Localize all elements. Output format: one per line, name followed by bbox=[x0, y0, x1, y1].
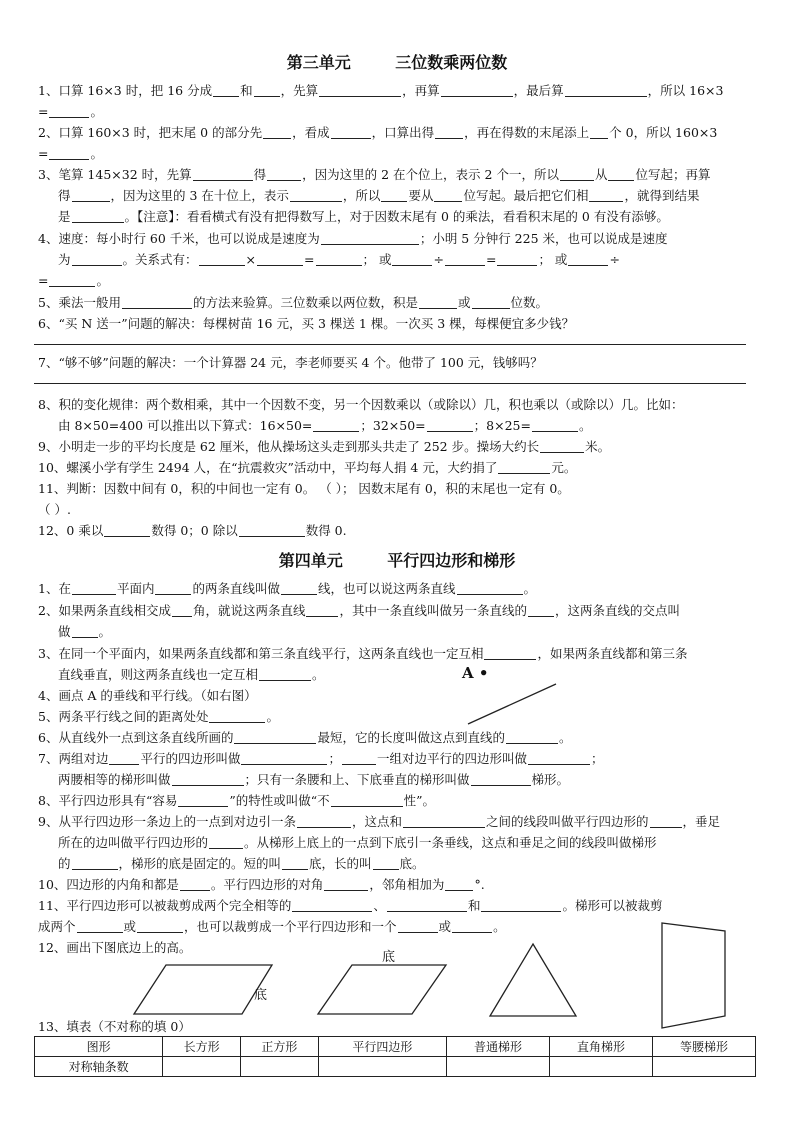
table-header-cell: 普通梯形 bbox=[446, 1037, 549, 1057]
u3-q5: 5、乘法一般用 的方法来验算。三位数乘以两位数，积是 或 位数。 bbox=[38, 295, 549, 310]
table-answer-cell[interactable] bbox=[240, 1057, 318, 1077]
table-answer-cell[interactable] bbox=[446, 1057, 549, 1077]
u4-q9-line2: 所在的边叫做平行四边形的 。从梯形上底上的一点到下底引一条垂线，这点和垂足之间的线段叫做梯形 bbox=[58, 835, 657, 850]
u3-q2-line1: 2、口算 160×3 时，把末尾 0 的部分先 ，看成 ，口算出得 ，再在得数的末尾添上 个 0，所以 160×3 bbox=[38, 125, 718, 140]
u4-q11-line2: 成两个 或 ，也可以裁剪成一个平行四边形和一个 或 。 bbox=[38, 919, 506, 934]
table-answer-cell[interactable] bbox=[549, 1057, 652, 1077]
label-di-top: 底 bbox=[382, 950, 396, 965]
u3-q11-line2: （ ）. bbox=[38, 502, 71, 517]
u4-q5: 5、两条平行线之间的距离处处 。 bbox=[38, 709, 279, 724]
table-answer-cell[interactable] bbox=[652, 1057, 755, 1077]
u4-q2-line1: 2、如果两条直线相交成 角，就说这两条直线 ，其中一条直线叫做另一条直线的 ，这两条直线的交点叫 bbox=[38, 603, 681, 618]
u4-q9-line3: 的 ，梯形的底是固定的。短的叫 底，长的叫 底。 bbox=[58, 856, 425, 871]
u3-q11-line1: 11、判断：因数中间有 0，积的中间也一定有 0。 （ ）； 因数末尾有 0，积的末尾也一定有 0。 bbox=[38, 481, 570, 496]
u3-q3-line3: 是 。【注意】：看看横式有没有把得数写上，对于因数末尾有 0 的乘法，看看积末尾的 0 有没有添够。 bbox=[58, 209, 669, 224]
table-header-row bbox=[35, 1037, 756, 1057]
u3-q4-line1: 4、速度：每小时行 60 千米，也可以说成是速度为 ；小明 5 分钟行 225 米，也可以说成是速度 bbox=[38, 231, 668, 246]
table-answer-cell[interactable] bbox=[163, 1057, 241, 1077]
table-header-cell: 等腰梯形 bbox=[652, 1037, 755, 1057]
u4-q7-line1: 7、两组对边 平行的四边形叫做 ； 一组对边平行的四边形叫做 ； bbox=[38, 751, 604, 766]
u3-q7: 7、“够不够”问题的解决：一个计算器 24 元，李老师要买 4 个。他带了 100 元，钱够吗？ bbox=[38, 355, 543, 370]
table-header-cell: 直角梯形 bbox=[549, 1037, 652, 1057]
u4-q3-line1: 3、在同一个平面内，如果两条直线都和第三条直线平行，这两条直线也一定互相 ，如果两条直线都和第三条 bbox=[38, 646, 688, 661]
label-di-side: 底 bbox=[254, 988, 268, 1003]
u3-q1-line2: = 。 bbox=[38, 104, 103, 119]
u4-q13: 13、填表（不对称的填 0） bbox=[38, 1019, 191, 1034]
table-answer-cell[interactable] bbox=[318, 1057, 446, 1077]
u4-q9-line1: 9、从平行四边形一条边上的一点到对边引一条 ，这点和 之间的线段叫做平行四边形的 ，垂足 bbox=[38, 814, 721, 829]
parallelogram-1 bbox=[134, 965, 272, 1014]
u3-q3-line1: 3、笔算 145×32 时，先算 得 ，因为这里的 2 在个位上，表示 2 个一，所以 从 位写起；再算 bbox=[38, 167, 711, 182]
table-row bbox=[35, 1057, 756, 1077]
u3-q1-line1: 1、口算 16×3 时，把 16 分成 和 ，先算 ，再算 ，最后算 ，所以 16×3 bbox=[38, 83, 724, 98]
table-header-cell: 图形 bbox=[35, 1037, 163, 1057]
u3-q3-line2: 得 ，因为这里的 3 在十位上，表示 ，所以 要从 位写起。最后把它们相 ，就得到结果 bbox=[58, 188, 700, 203]
u3-q9: 9、小明走一步的平均长度是 62 厘米，他从操场这头走到那头共走了 252 步。操场大约长 米。 bbox=[38, 439, 611, 454]
point-a-label: A • bbox=[462, 664, 489, 682]
symmetry-table bbox=[34, 1036, 756, 1077]
table-header-cell: 正方形 bbox=[240, 1037, 318, 1057]
u3-q10: 10、螺溪小学有学生 2494 人，在“抗震救灾”活动中，平均每人捐 4 元，大约捐了 元。 bbox=[38, 460, 577, 475]
u4-q10: 10、四边形的内角和都是 。平行四边形的对角 ，邻角相加为 °. bbox=[38, 877, 485, 892]
u4-q12: 12、画出下图底边上的高。 bbox=[38, 940, 192, 955]
u4-q1: 1、在 平面内 的两条直线叫做 线，也可以说这两条直线 。 bbox=[38, 581, 537, 596]
u3-q4-line2: 为 。关系式有： × = ； 或 ÷ = ； 或 ÷ bbox=[58, 252, 620, 267]
u4-q3-line2: 直线垂直，则这两条直线也一定互相 。 bbox=[58, 667, 325, 682]
table-header-cell: 长方形 bbox=[163, 1037, 241, 1057]
u3-q4-line3: = 。 bbox=[38, 273, 109, 288]
u4-q2-line2: 做 。 bbox=[58, 624, 112, 639]
line-for-point-a bbox=[468, 684, 556, 724]
u3-q2-line2: = 。 bbox=[38, 146, 103, 161]
u3-q12: 12、0 乘以 数得 0；0 除以 数得 0. bbox=[38, 523, 347, 538]
triangle bbox=[490, 944, 576, 1016]
u3-q8-line2: 由 8×50=400 可以推出以下算式：16×50= ；32×50= ；8×25= 。 bbox=[58, 418, 592, 433]
u4-q6: 6、从直线外一点到这条直线所画的 最短，它的长度叫做这点到直线的 。 bbox=[38, 730, 572, 745]
u4-q11-line1: 11、平行四边形可以被裁剪成两个完全相等的 、 和 。梯形可以被裁剪 bbox=[38, 898, 663, 913]
parallelogram-2 bbox=[318, 965, 446, 1014]
table-header-cell: 平行四边形 bbox=[318, 1037, 446, 1057]
u4-q7-line2: 两腰相等的梯形叫做 ；只有一条腰和上、下底垂直的梯形叫做 梯形。 bbox=[58, 772, 570, 787]
u3-q8-line1: 8、积的变化规律：两个数相乘，其中一个因数不变，另一个因数乘以（或除以）几，积也乘以（或除以）几。比如： bbox=[38, 397, 684, 412]
unit3-title: 第三单元 三位数乘两位数 bbox=[286, 53, 508, 72]
u4-q4: 4、画点 A 的垂线和平行线。（如右图） bbox=[38, 688, 257, 703]
trapezoid bbox=[662, 923, 725, 1028]
unit4-title: 第四单元 平行四边形和梯形 bbox=[278, 551, 516, 570]
table-row-label: 对称轴条数 bbox=[35, 1057, 163, 1077]
u4-q8: 8、平行四边形具有“容易 ”的特性或叫做“不 性”。 bbox=[38, 793, 436, 808]
u3-q6: 6、“买 N 送一”问题的解决：每棵树苗 16 元，买 3 棵送 1 棵。一次买 3 棵，每棵便宜多少钱？ bbox=[38, 316, 575, 331]
